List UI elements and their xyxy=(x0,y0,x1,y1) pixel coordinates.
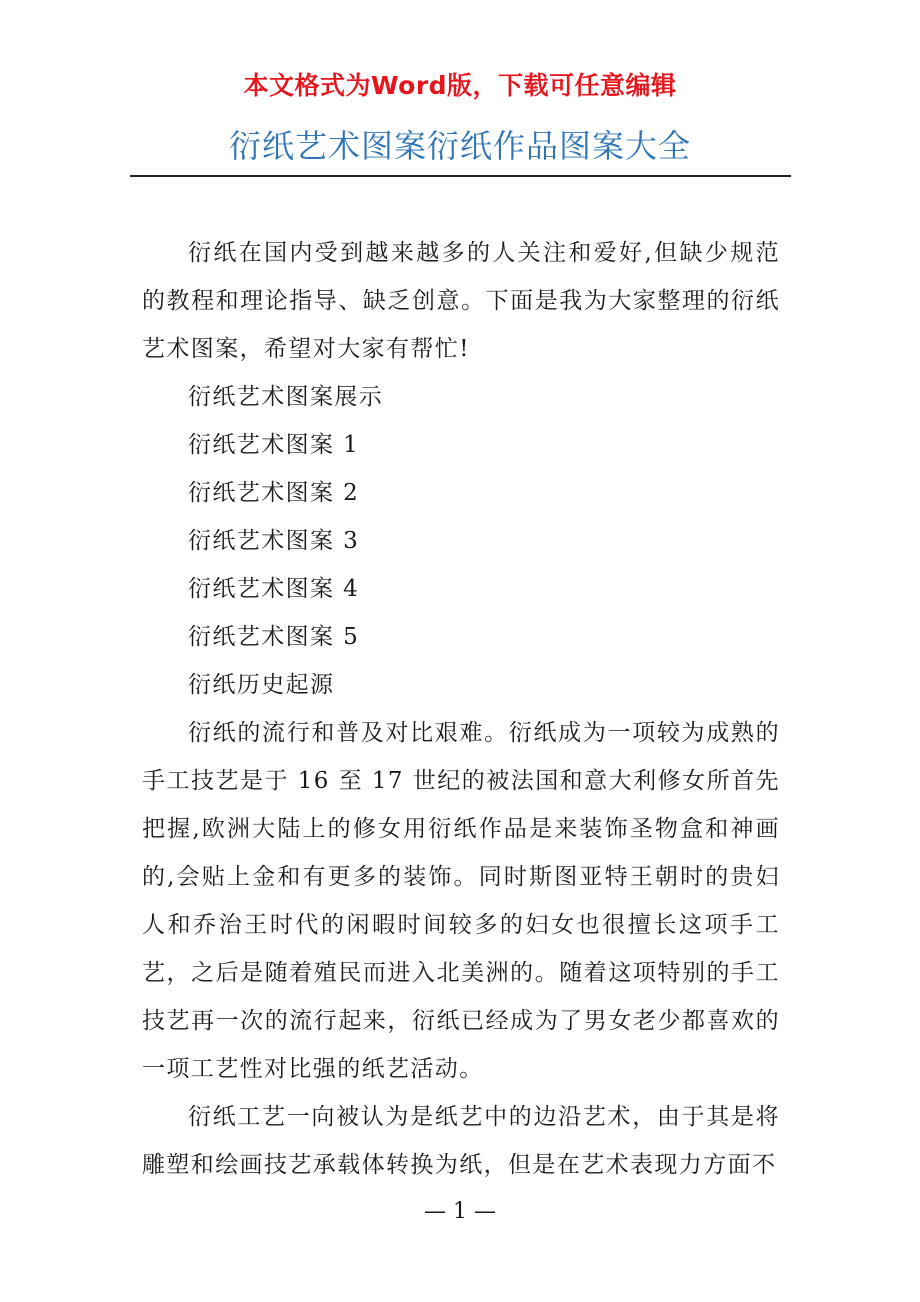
section-heading-history: 衍纸历史起源 xyxy=(188,672,335,698)
pattern-item: 衍纸艺术图案 1 xyxy=(188,432,360,458)
craft-paragraph: 衍纸工艺一向被认为是纸艺中的边沿艺术，由于其是将雕塑和绘画技艺承载体转换为纸，但是在艺术表现力方面不 xyxy=(142,1104,780,1178)
history-paragraph: 衍纸的流行和普及对比艰难。衍纸成为一项较为成熟的手工技艺是于 16 至 17 世纪的被法国和意大利修女所首先把握,欧洲大陆上的修女用衍纸作品是来装饰圣物盒和神画的,会贴上金和有更多的装饰。同时斯图亚特王朝时的贵妇人和乔治王时代的闲暇时间较多的妇女也很擅长这项手工艺，之后是随着殖民而进入北美洲的。随着这项特别的手工技艺再一次的流行起来，衍纸已经成为了男女老少都喜欢的一项工艺性对比强的纸艺活动。 xyxy=(142,720,780,1082)
document-title: 衍纸艺术图案衍纸作品图案大全 xyxy=(228,127,691,165)
pattern-item: 衍纸艺术图案 5 xyxy=(188,624,360,650)
intro-paragraph: 衍纸在国内受到越来越多的人关注和爱好,但缺少规范的教程和理论指导、缺乏创意。下面是我为大家整理的衍纸艺术图案，希望对大家有帮忙! xyxy=(142,240,780,362)
pattern-item: 衍纸艺术图案 3 xyxy=(188,528,360,554)
format-notice-banner: 本文格式为Word版，下载可任意编辑 xyxy=(243,71,677,100)
pattern-item: 衍纸艺术图案 4 xyxy=(188,576,360,602)
section-heading-showcase: 衍纸艺术图案展示 xyxy=(188,384,384,410)
title-divider xyxy=(130,175,791,177)
page-number: — 1 — xyxy=(424,1199,496,1224)
document-body xyxy=(142,229,780,1189)
pattern-item: 衍纸艺术图案 2 xyxy=(188,480,360,506)
